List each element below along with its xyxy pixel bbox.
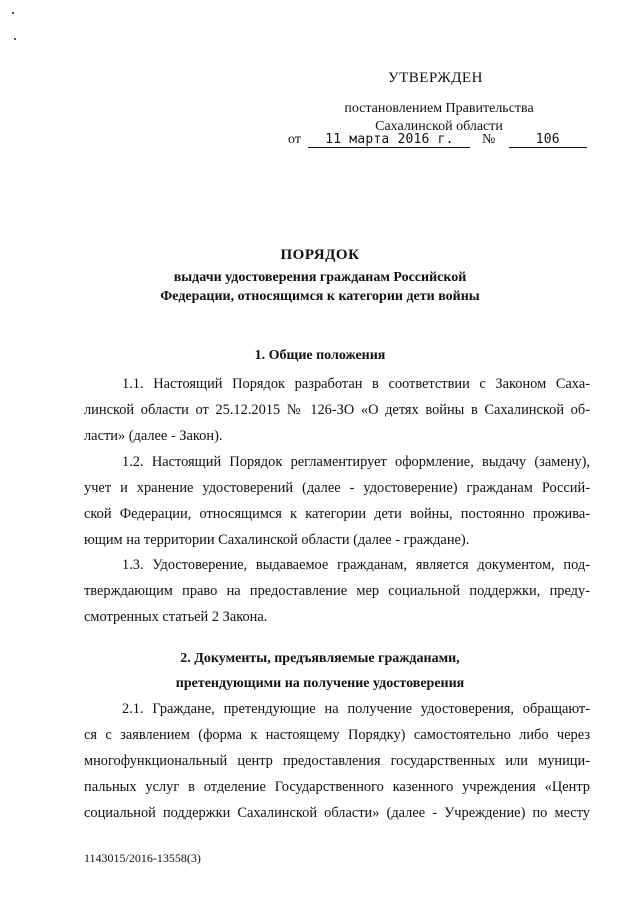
- number-field: 106: [509, 132, 587, 148]
- approval-line-2: Сахалинской области: [375, 119, 503, 134]
- approval-date-row: [288, 132, 587, 148]
- paragraph-line: 2.1. Граждане, претендующие на получение удостоверения, обращают-: [122, 701, 590, 717]
- paragraph-line: линской области от 25.12.2015 № 126-ЗО «О детях войны в Сахалинской об-: [84, 402, 590, 418]
- number-label: №: [481, 132, 496, 147]
- document-title: ПОРЯДОК: [280, 247, 360, 263]
- document-footer-code: 1143015/2016-13558(3): [84, 851, 201, 865]
- paragraph-line: учет и хранение удостоверений (далее - удостоверение) гражданам Россий-: [84, 480, 590, 496]
- approval-resolution: [336, 100, 542, 136]
- paragraph-line: тверждающим право на предоставление мер социальной поддержки, преду-: [84, 583, 590, 599]
- paragraph-line: 1.1. Настоящий Порядок разработан в соответствии с Законом Саха-: [122, 376, 590, 392]
- paragraph-line: 1.2. Настоящий Порядок регламентирует оформление, выдачу (замену),: [122, 454, 590, 470]
- subtitle-line: выдачи удостоверения гражданам Российской: [173, 270, 467, 285]
- scan-speck: [12, 12, 14, 14]
- paragraph-line: 1.3. Удостоверение, выдаваемое гражданам, является документом, под-: [122, 557, 590, 573]
- paragraph-line: ласти» (далее - Закон).: [84, 428, 223, 444]
- paragraph-line: многофункциональный центр предоставления государственных или муници-: [84, 753, 590, 769]
- document-subtitle: [0, 268, 640, 306]
- paragraph-2-1: [84, 696, 590, 826]
- scan-speck: [14, 38, 16, 40]
- approval-line-1: постановлением Правительства: [344, 101, 534, 116]
- paragraph-line: социальной поддержки Сахалинской области» (далее - Учреждение) по месту: [84, 805, 590, 821]
- paragraph-line: ской Федерации, относящимся к категории дети войны, постоянно прожива-: [84, 506, 590, 522]
- paragraph-1-1: [84, 371, 590, 449]
- paragraph-line: смотренных статьей 2 Закона.: [84, 609, 268, 625]
- paragraph-line: ся с заявлением (форма к настоящему Порядку) самостоятельно либо через: [84, 727, 590, 743]
- section-heading-text: 1. Общие положения: [254, 348, 386, 363]
- section-2-heading: [0, 646, 640, 696]
- section-heading-line: претендующими на получение удостоверения: [175, 676, 465, 691]
- subtitle-line: Федерации, относящимся к категории дети войны: [160, 289, 480, 304]
- paragraph-line: пальных услуг в отделение Государственного казенного учреждения «Центр: [84, 779, 590, 795]
- paragraph-1-2: [84, 449, 590, 553]
- section-heading-line: 2. Документы, предъявляемые гражданами,: [180, 651, 460, 666]
- approval-title: УТВЕРЖДЕН: [388, 70, 483, 86]
- paragraph-line: ющим на территории Сахалинской области (далее - граждане).: [84, 532, 470, 548]
- paragraph-1-3: [84, 552, 590, 630]
- date-field: 11 марта 2016 г.: [308, 132, 470, 148]
- date-prefix: от: [288, 132, 301, 147]
- section-1-heading: [0, 343, 640, 368]
